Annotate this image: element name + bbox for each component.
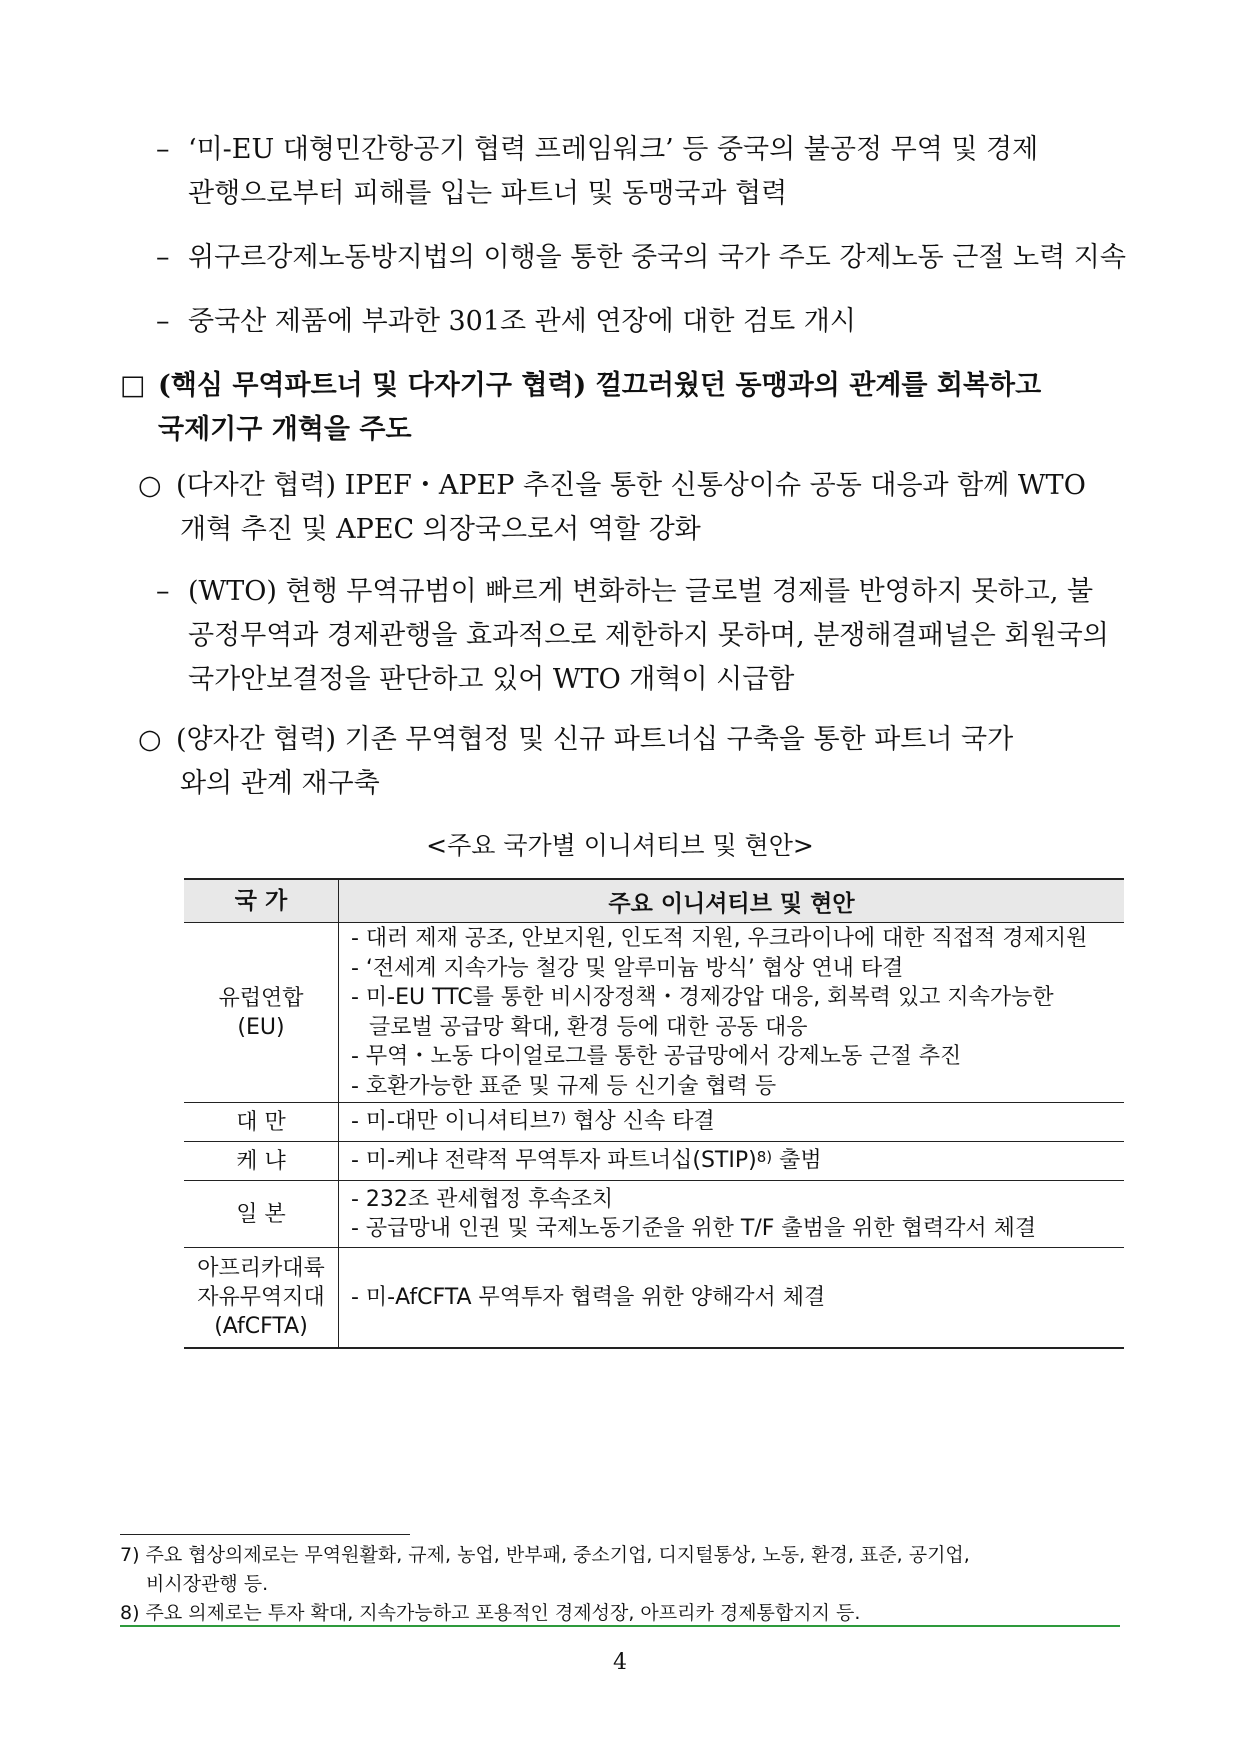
initiative-line-end: 출범 <box>772 1148 822 1174</box>
country-cell: 케 냐 <box>184 1142 339 1181</box>
header-country: 국 가 <box>184 879 339 923</box>
initiative-line: - 대러 제재 공조, 안보지원, 인도적 지원, 우크라이나에 대한 직접적 경제지원 <box>351 926 1088 951</box>
initiative-line-end: 협상 신속 타결 <box>566 1109 715 1135</box>
table-row <box>184 1142 1124 1181</box>
country-name: 유럽연합 <box>218 985 304 1011</box>
country-abbr: (AfCFTA) <box>214 1313 308 1339</box>
footnote-7: 7) 주요 협상의제로는 무역원활화, 규제, 농업, 반부패, 중소기업, 디지털통상, 노동, 환경, 표준, 공기업, <box>120 1544 970 1566</box>
table-row <box>184 1181 1124 1248</box>
country-cell <box>184 1248 339 1348</box>
country-cell: 일 본 <box>184 1181 339 1248</box>
bullet-text: 위구르강제노동방지법의 이행을 통한 중국의 국가 주도 강제노동 근절 노력 지속 <box>188 242 1126 273</box>
table-row <box>184 923 1124 1103</box>
page-number: 4 <box>613 1650 627 1675</box>
bullet-text: 개혁 추진 및 APEC 의장국으로서 역할 강화 <box>180 514 701 545</box>
initiative-line: - 무역・노동 다이얼로그를 통한 공급망에서 강제노동 근절 추진 <box>351 1044 962 1069</box>
section-heading: (핵심 무역파트너 및 다자기구 협력) 껄끄러웠던 동맹과의 관계를 회복하고 <box>158 370 1042 401</box>
table-row <box>184 1248 1124 1348</box>
footer-rule <box>120 1625 1120 1627</box>
country-cell <box>184 923 339 1103</box>
bullet-text: 와의 관계 재구축 <box>180 768 380 799</box>
country-name: 아프리카대륙 <box>197 1255 325 1281</box>
footnote-8: 8) 주요 의제로는 투자 확대, 지속가능하고 포용적인 경제성장, 아프리카 경제통합지지 등. <box>120 1602 861 1624</box>
dash-marker: – <box>156 576 170 607</box>
box-marker: □ <box>120 370 146 401</box>
bullet-text: 국가안보결정을 판단하고 있어 WTO 개혁이 시급함 <box>188 664 795 695</box>
initiative-line: - 공급망내 인권 및 국제노동기준을 위한 T/F 출범을 위한 협력각서 체결 <box>351 1216 1037 1241</box>
bullet-text: 관행으로부터 피해를 입는 파트너 및 동맹국과 협력 <box>188 178 788 209</box>
initiative-cell <box>339 923 1125 1103</box>
table-row <box>184 1103 1124 1142</box>
initiative-line: - 호환가능한 표준 및 규제 등 신기술 협력 등 <box>351 1073 777 1099</box>
table-header-row <box>184 879 1124 923</box>
footnote-7-cont: 비시장관행 등. <box>146 1573 269 1595</box>
circle-marker: ○ <box>138 470 162 501</box>
initiatives-table <box>184 878 1124 1349</box>
dash-bullet <box>156 128 170 172</box>
country-abbr: (EU) <box>237 1014 285 1040</box>
bullet-text: ‘미-EU 대형민간항공기 협력 프레임워크’ 등 중국의 불공정 무역 및 경제 <box>188 134 1039 165</box>
initiative-cell <box>339 1181 1125 1248</box>
bullet-text: (다자간 협력) IPEF・APEP 추진을 통한 신통상이슈 공동 대응과 함께 WTO <box>176 470 1086 501</box>
bullet-text: 공정무역과 경제관행을 효과적으로 제한하지 못하며, 분쟁해결패널은 회원국의 <box>188 620 1109 651</box>
initiative-cell <box>339 1103 1125 1142</box>
footnote-divider <box>120 1534 410 1535</box>
section-heading: 국제기구 개혁을 주도 <box>158 414 412 445</box>
initiative-cell <box>339 1142 1125 1181</box>
header-initiatives: 주요 이니셔티브 및 현안 <box>339 879 1125 923</box>
initiative-line: 글로벌 공급망 확대, 환경 등에 대한 공동 대응 <box>369 1014 808 1040</box>
initiative-line: - 미-케냐 전략적 무역투자 파트너십(STIP) <box>351 1148 757 1174</box>
bullet-text: (양자간 협력) 기존 무역협정 및 신규 파트너십 구축을 통한 파트너 국가 <box>176 724 1014 755</box>
dash-marker: – <box>156 242 170 273</box>
circle-marker: ○ <box>138 724 162 755</box>
footnote-ref: 7) <box>550 1109 567 1128</box>
initiative-line: - 232조 관세협정 후속조치 <box>351 1186 614 1212</box>
bullet-text: (WTO) 현행 무역규범이 빠르게 변화하는 글로벌 경제를 반영하지 못하고, 불 <box>188 576 1094 607</box>
dash-marker: – <box>156 306 170 337</box>
initiative-line: - 미-EU TTC를 통한 비시장정책・경제강압 대응, 회복력 있고 지속가능한 <box>351 985 1054 1010</box>
table-caption: <주요 국가별 이니셔티브 및 현안> <box>426 831 814 860</box>
initiative-cell: - 미-AfCFTA 무역투자 협력을 위한 양해각서 체결 <box>339 1248 1125 1348</box>
footnote-ref: 8) <box>756 1148 773 1167</box>
bullet-text: 중국산 제품에 부과한 301조 관세 연장에 대한 검토 개시 <box>188 306 856 337</box>
initiative-line: - ‘전세계 지속가능 철강 및 알루미늄 방식’ 협상 연내 타결 <box>351 955 904 981</box>
dash-marker: – <box>156 134 170 165</box>
initiative-line: - 미-대만 이니셔티브 <box>351 1109 551 1135</box>
country-name: 자유무역지대 <box>197 1284 325 1310</box>
country-cell: 대 만 <box>184 1103 339 1142</box>
